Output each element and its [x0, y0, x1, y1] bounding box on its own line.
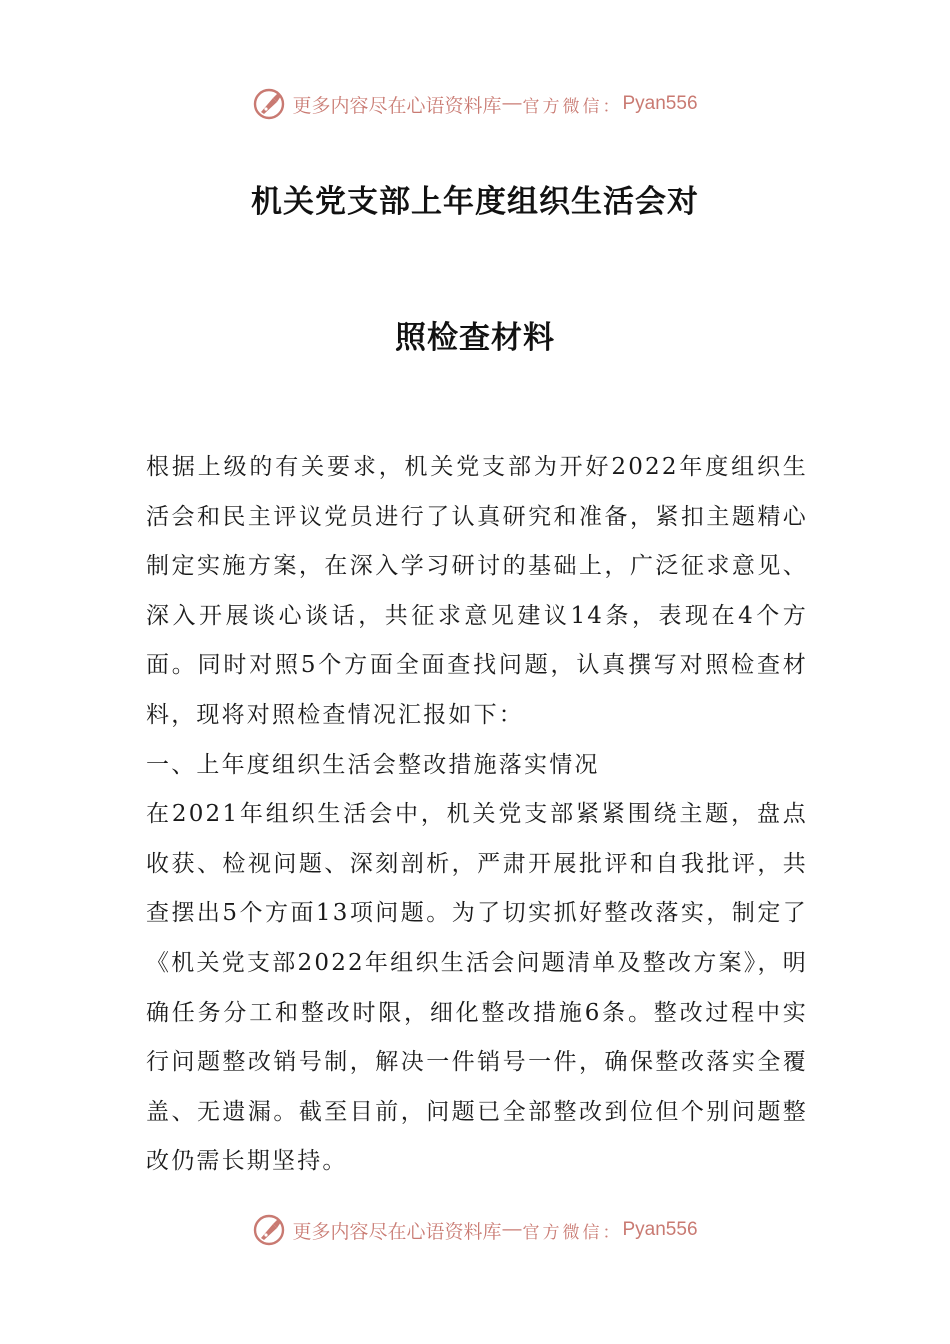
header-watermark: [0, 84, 950, 124]
intro-paragraph: 根据上级的有关要求，机关党支部为开好2022年度组织生活会和民主评议党员进行了认真研究和准备，紧扣主题精心制定实施方案，在深入学习研讨的基础上，广泛征求意见、深入开展谈心谈话，共征求意见建议14条，表现在4个方面。同时对照5个方面全面查找问题，认真撰写对照检查材料，现将对照检查情况汇报如下：: [146, 454, 808, 728]
watermark-wechat-id: Pyan556: [622, 93, 698, 114]
section-heading: 一、上年度组织生活会整改措施落实情况: [146, 751, 600, 778]
watermark-wechat-label: 官方微信：: [522, 96, 623, 117]
document-body: [146, 443, 808, 1187]
pen-nib-logo-icon: [252, 1213, 286, 1247]
document-title-line-1: 机关党支部上年度组织生活会对: [251, 184, 699, 220]
document-title-line-2: 照检查材料: [395, 320, 555, 356]
pen-nib-logo-icon: [252, 87, 286, 121]
watermark-site-text: 更多内容尽在心语资料库: [292, 94, 502, 117]
section-paragraph: 在2021年组织生活会中，机关党支部紧紧围绕主题，盘点收获、检视问题、深刻剖析，严肃开展批评和自我批评，共查摆出5个方面13项问题。为了切实抓好整改落实，制定了《机关党支部2022年组织生活会问题清单及整改方案》，明确任务分工和整改时限，细化整改措施6条。整改过程中实行问题整改销号制，解决一件销号一件，确保整改落实全覆盖、无遗漏。截至目前，问题已全部整改到位但个别问题整改仍需长期坚持。: [146, 801, 808, 1175]
footer-watermark: [0, 1210, 950, 1250]
watermark-site-text: 更多内容尽在心语资料库: [292, 1220, 502, 1243]
watermark-separator: —: [502, 93, 522, 114]
watermark-wechat-id: Pyan556: [622, 1219, 698, 1240]
watermark-separator: —: [502, 1219, 522, 1240]
watermark-wechat-label: 官方微信：: [522, 1222, 623, 1243]
